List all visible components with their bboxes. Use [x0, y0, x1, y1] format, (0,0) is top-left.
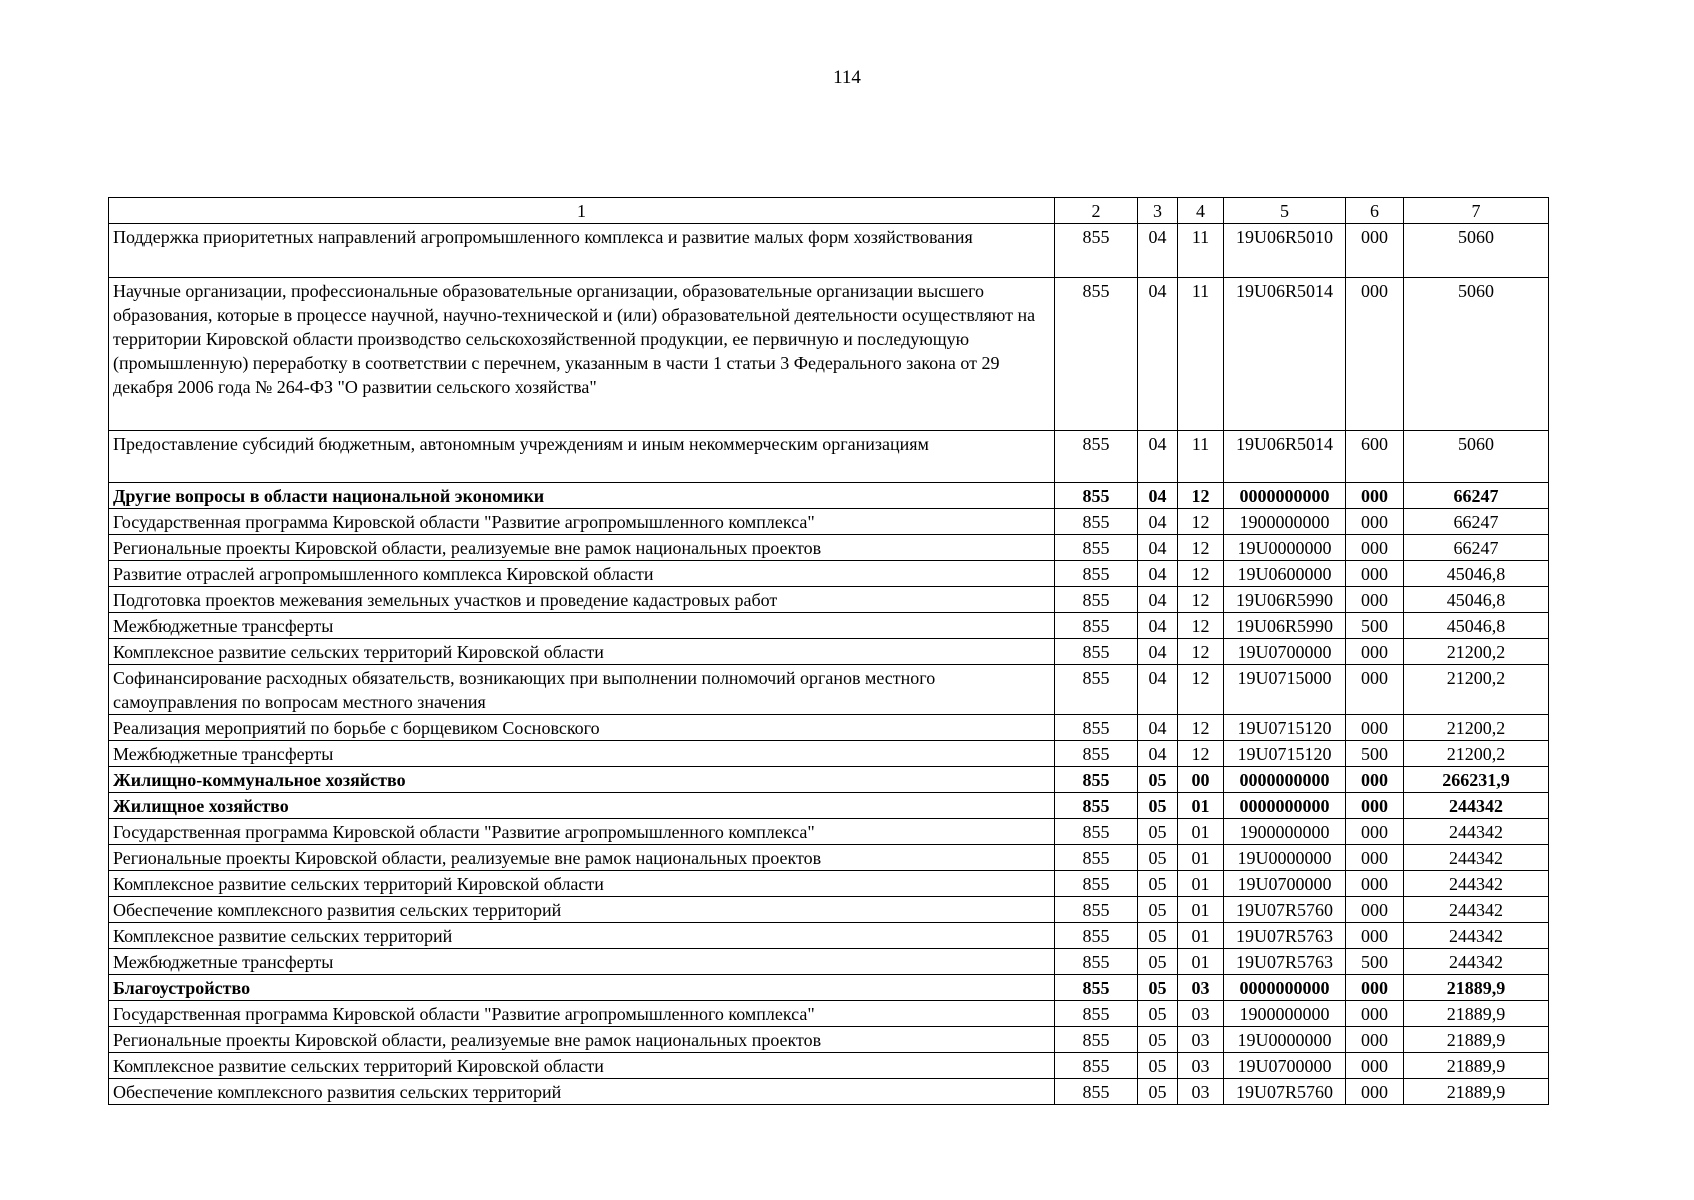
row-subsection-code: 01	[1178, 845, 1224, 871]
row-section-code: 05	[1138, 819, 1178, 845]
table-row	[109, 483, 1549, 509]
table-row	[109, 587, 1549, 613]
table-row	[109, 845, 1549, 871]
table-row	[109, 897, 1549, 923]
table-row	[109, 665, 1549, 715]
row-expense-type: 000	[1346, 975, 1404, 1001]
row-section-code: 05	[1138, 1053, 1178, 1079]
row-target-article: 19U07R5763	[1224, 949, 1346, 975]
row-name: Государственная программа Кировской области "Развитие агропромышленного комплекса"	[109, 819, 1055, 845]
row-amount: 66247	[1404, 483, 1549, 509]
table-row	[109, 923, 1549, 949]
row-name: Софинансирование расходных обязательств, возникающих при выполнении полномочий органов местного самоуправления по вопросам местного значения	[109, 665, 1055, 715]
row-amount: 21200,2	[1404, 715, 1549, 741]
row-subsection-code: 03	[1178, 1079, 1224, 1105]
row-amount: 244342	[1404, 923, 1549, 949]
row-amount: 244342	[1404, 897, 1549, 923]
row-expense-type: 000	[1346, 897, 1404, 923]
row-target-article: 19U0700000	[1224, 871, 1346, 897]
row-target-article: 19U0715000	[1224, 665, 1346, 715]
row-amount: 66247	[1404, 535, 1549, 561]
row-name: Комплексное развитие сельских территорий Кировской области	[109, 871, 1055, 897]
row-ministry-code: 855	[1055, 871, 1138, 897]
row-amount: 244342	[1404, 793, 1549, 819]
row-expense-type: 000	[1346, 639, 1404, 665]
row-expense-type: 000	[1346, 665, 1404, 715]
header-row	[109, 198, 1549, 224]
row-amount: 21889,9	[1404, 1053, 1549, 1079]
table-row	[109, 278, 1549, 431]
row-target-article: 19U07R5763	[1224, 923, 1346, 949]
row-amount: 21889,9	[1404, 1001, 1549, 1027]
row-expense-type: 000	[1346, 509, 1404, 535]
row-name: Научные организации, профессиональные образовательные организации, образовательные организации высшего образования, которые в процессе научной, научно-технической и (или) образовательной деятельности осуществляют на территории Кировской области производство сельскохозяйственной продукции, ее первичную и последующую (промышленную) переработку в соответствии с перечнем, указанным в части 1 статьи 3 Федерального закона от 29 декабря 2006 года № 264-ФЗ "О развитии сельского хозяйства"	[109, 278, 1055, 431]
row-amount: 21200,2	[1404, 639, 1549, 665]
row-amount: 21889,9	[1404, 1027, 1549, 1053]
page-number: 114	[833, 67, 861, 88]
row-subsection-code: 03	[1178, 1001, 1224, 1027]
row-subsection-code: 11	[1178, 278, 1224, 431]
row-section-code: 05	[1138, 1001, 1178, 1027]
row-subsection-code: 12	[1178, 483, 1224, 509]
row-expense-type: 000	[1346, 535, 1404, 561]
row-name: Межбюджетные трансферты	[109, 741, 1055, 767]
row-subsection-code: 03	[1178, 1053, 1224, 1079]
row-section-code: 04	[1138, 535, 1178, 561]
row-section-code: 04	[1138, 483, 1178, 509]
row-target-article: 0000000000	[1224, 767, 1346, 793]
row-target-article: 19U06R5010	[1224, 224, 1346, 278]
table-row	[109, 975, 1549, 1001]
row-target-article: 1900000000	[1224, 1001, 1346, 1027]
row-section-code: 04	[1138, 587, 1178, 613]
row-subsection-code: 11	[1178, 224, 1224, 278]
row-subsection-code: 03	[1178, 1027, 1224, 1053]
row-ministry-code: 855	[1055, 949, 1138, 975]
row-amount: 21200,2	[1404, 741, 1549, 767]
row-expense-type: 000	[1346, 1053, 1404, 1079]
header-col-2: 2	[1055, 198, 1138, 224]
row-section-code: 04	[1138, 715, 1178, 741]
table-row	[109, 639, 1549, 665]
row-ministry-code: 855	[1055, 483, 1138, 509]
row-target-article: 0000000000	[1224, 793, 1346, 819]
row-amount: 21889,9	[1404, 975, 1549, 1001]
row-ministry-code: 855	[1055, 639, 1138, 665]
row-section-code: 04	[1138, 665, 1178, 715]
row-amount: 244342	[1404, 871, 1549, 897]
row-subsection-code: 01	[1178, 819, 1224, 845]
row-name: Комплексное развитие сельских территорий Кировской области	[109, 639, 1055, 665]
row-subsection-code: 01	[1178, 897, 1224, 923]
row-ministry-code: 855	[1055, 1053, 1138, 1079]
row-ministry-code: 855	[1055, 845, 1138, 871]
row-name: Межбюджетные трансферты	[109, 949, 1055, 975]
row-subsection-code: 12	[1178, 741, 1224, 767]
row-name: Предоставление субсидий бюджетным, автономным учреждениям и иным некоммерческим организациям	[109, 431, 1055, 483]
table-row	[109, 1027, 1549, 1053]
row-ministry-code: 855	[1055, 278, 1138, 431]
row-target-article: 19U0700000	[1224, 639, 1346, 665]
table-row	[109, 561, 1549, 587]
row-expense-type: 000	[1346, 1079, 1404, 1105]
row-section-code: 05	[1138, 793, 1178, 819]
row-section-code: 05	[1138, 845, 1178, 871]
table-row	[109, 949, 1549, 975]
row-section-code: 04	[1138, 509, 1178, 535]
row-amount: 45046,8	[1404, 561, 1549, 587]
row-ministry-code: 855	[1055, 1001, 1138, 1027]
budget-table	[108, 197, 1549, 1105]
row-target-article: 19U0000000	[1224, 535, 1346, 561]
table-row	[109, 509, 1549, 535]
row-expense-type: 500	[1346, 949, 1404, 975]
row-target-article: 19U06R5990	[1224, 613, 1346, 639]
table-row	[109, 741, 1549, 767]
row-expense-type: 000	[1346, 1001, 1404, 1027]
row-name: Жилищно-коммунальное хозяйство	[109, 767, 1055, 793]
row-subsection-code: 01	[1178, 923, 1224, 949]
row-ministry-code: 855	[1055, 665, 1138, 715]
row-target-article: 19U0000000	[1224, 1027, 1346, 1053]
row-name: Развитие отраслей агропромышленного комплекса Кировской области	[109, 561, 1055, 587]
row-amount: 21200,2	[1404, 665, 1549, 715]
row-ministry-code: 855	[1055, 793, 1138, 819]
row-target-article: 0000000000	[1224, 975, 1346, 1001]
table-row	[109, 1001, 1549, 1027]
row-subsection-code: 12	[1178, 639, 1224, 665]
row-amount: 45046,8	[1404, 613, 1549, 639]
row-ministry-code: 855	[1055, 819, 1138, 845]
header-col-7: 7	[1404, 198, 1549, 224]
row-ministry-code: 855	[1055, 561, 1138, 587]
row-expense-type: 000	[1346, 715, 1404, 741]
row-subsection-code: 03	[1178, 975, 1224, 1001]
row-expense-type: 500	[1346, 741, 1404, 767]
row-ministry-code: 855	[1055, 975, 1138, 1001]
row-subsection-code: 12	[1178, 509, 1224, 535]
header-col-3: 3	[1138, 198, 1178, 224]
row-ministry-code: 855	[1055, 224, 1138, 278]
header-col-6: 6	[1346, 198, 1404, 224]
table-row	[109, 613, 1549, 639]
row-expense-type: 000	[1346, 767, 1404, 793]
row-subsection-code: 01	[1178, 949, 1224, 975]
row-subsection-code: 12	[1178, 715, 1224, 741]
row-name: Обеспечение комплексного развития сельских территорий	[109, 897, 1055, 923]
row-amount: 5060	[1404, 224, 1549, 278]
row-target-article: 19U07R5760	[1224, 1079, 1346, 1105]
row-section-code: 05	[1138, 923, 1178, 949]
row-section-code: 05	[1138, 1027, 1178, 1053]
row-ministry-code: 855	[1055, 587, 1138, 613]
row-ministry-code: 855	[1055, 1027, 1138, 1053]
row-ministry-code: 855	[1055, 923, 1138, 949]
row-expense-type: 000	[1346, 278, 1404, 431]
table-body	[109, 224, 1549, 1105]
table-row	[109, 871, 1549, 897]
row-section-code: 05	[1138, 871, 1178, 897]
row-name: Жилищное хозяйство	[109, 793, 1055, 819]
table-row	[109, 1053, 1549, 1079]
row-section-code: 04	[1138, 639, 1178, 665]
row-section-code: 04	[1138, 278, 1178, 431]
row-ministry-code: 855	[1055, 431, 1138, 483]
row-target-article: 1900000000	[1224, 819, 1346, 845]
row-name: Региональные проекты Кировской области, реализуемые вне рамок национальных проектов	[109, 845, 1055, 871]
row-ministry-code: 855	[1055, 1079, 1138, 1105]
row-section-code: 04	[1138, 561, 1178, 587]
row-amount: 21889,9	[1404, 1079, 1549, 1105]
row-subsection-code: 12	[1178, 587, 1224, 613]
row-subsection-code: 01	[1178, 793, 1224, 819]
row-subsection-code: 01	[1178, 871, 1224, 897]
row-subsection-code: 00	[1178, 767, 1224, 793]
row-section-code: 04	[1138, 224, 1178, 278]
row-name: Подготовка проектов межевания земельных участков и проведение кадастровых работ	[109, 587, 1055, 613]
header-col-1: 1	[109, 198, 1055, 224]
row-expense-type: 000	[1346, 845, 1404, 871]
row-amount: 244342	[1404, 819, 1549, 845]
row-name: Комплексное развитие сельских территорий Кировской области	[109, 1053, 1055, 1079]
row-name: Государственная программа Кировской области "Развитие агропромышленного комплекса"	[109, 1001, 1055, 1027]
row-ministry-code: 855	[1055, 897, 1138, 923]
row-subsection-code: 12	[1178, 613, 1224, 639]
row-name: Благоустройство	[109, 975, 1055, 1001]
row-expense-type: 000	[1346, 793, 1404, 819]
row-target-article: 1900000000	[1224, 509, 1346, 535]
table-row	[109, 715, 1549, 741]
table-header	[109, 198, 1549, 224]
table-row	[109, 767, 1549, 793]
row-ministry-code: 855	[1055, 767, 1138, 793]
row-expense-type: 500	[1346, 613, 1404, 639]
row-section-code: 05	[1138, 975, 1178, 1001]
row-section-code: 04	[1138, 431, 1178, 483]
row-expense-type: 600	[1346, 431, 1404, 483]
row-name: Межбюджетные трансферты	[109, 613, 1055, 639]
row-expense-type: 000	[1346, 561, 1404, 587]
row-target-article: 19U0000000	[1224, 845, 1346, 871]
row-amount: 266231,9	[1404, 767, 1549, 793]
row-amount: 244342	[1404, 949, 1549, 975]
row-target-article: 19U06R5014	[1224, 278, 1346, 431]
row-amount: 66247	[1404, 509, 1549, 535]
table-row	[109, 535, 1549, 561]
row-target-article: 19U07R5760	[1224, 897, 1346, 923]
row-target-article: 19U0715120	[1224, 715, 1346, 741]
row-section-code: 05	[1138, 949, 1178, 975]
row-expense-type: 000	[1346, 224, 1404, 278]
row-ministry-code: 855	[1055, 509, 1138, 535]
row-name: Региональные проекты Кировской области, реализуемые вне рамок национальных проектов	[109, 535, 1055, 561]
row-section-code: 04	[1138, 613, 1178, 639]
row-name: Реализация мероприятий по борьбе с борщевиком Сосновского	[109, 715, 1055, 741]
row-name: Комплексное развитие сельских территорий	[109, 923, 1055, 949]
row-target-article: 19U0715120	[1224, 741, 1346, 767]
table-row	[109, 793, 1549, 819]
row-expense-type: 000	[1346, 483, 1404, 509]
row-target-article: 19U0700000	[1224, 1053, 1346, 1079]
table-row	[109, 224, 1549, 278]
row-ministry-code: 855	[1055, 535, 1138, 561]
row-ministry-code: 855	[1055, 741, 1138, 767]
table-row	[109, 431, 1549, 483]
row-expense-type: 000	[1346, 587, 1404, 613]
row-ministry-code: 855	[1055, 715, 1138, 741]
row-expense-type: 000	[1346, 871, 1404, 897]
row-target-article: 19U06R5014	[1224, 431, 1346, 483]
row-name: Обеспечение комплексного развития сельских территорий	[109, 1079, 1055, 1105]
row-subsection-code: 12	[1178, 535, 1224, 561]
row-ministry-code: 855	[1055, 613, 1138, 639]
table-row	[109, 819, 1549, 845]
row-name: Другие вопросы в области национальной экономики	[109, 483, 1055, 509]
row-name: Региональные проекты Кировской области, реализуемые вне рамок национальных проектов	[109, 1027, 1055, 1053]
row-target-article: 0000000000	[1224, 483, 1346, 509]
table-row	[109, 1079, 1549, 1105]
row-expense-type: 000	[1346, 819, 1404, 845]
row-target-article: 19U0600000	[1224, 561, 1346, 587]
row-subsection-code: 12	[1178, 665, 1224, 715]
row-section-code: 04	[1138, 741, 1178, 767]
header-col-5: 5	[1224, 198, 1346, 224]
row-amount: 45046,8	[1404, 587, 1549, 613]
row-amount: 5060	[1404, 431, 1549, 483]
row-expense-type: 000	[1346, 1027, 1404, 1053]
row-expense-type: 000	[1346, 923, 1404, 949]
row-section-code: 05	[1138, 767, 1178, 793]
row-target-article: 19U06R5990	[1224, 587, 1346, 613]
row-section-code: 05	[1138, 1079, 1178, 1105]
row-amount: 244342	[1404, 845, 1549, 871]
row-name: Государственная программа Кировской области "Развитие агропромышленного комплекса"	[109, 509, 1055, 535]
row-name: Поддержка приоритетных направлений агропромышленного комплекса и развитие малых форм хозяйствования	[109, 224, 1055, 278]
row-amount: 5060	[1404, 278, 1549, 431]
row-subsection-code: 12	[1178, 561, 1224, 587]
row-section-code: 05	[1138, 897, 1178, 923]
row-subsection-code: 11	[1178, 431, 1224, 483]
header-col-4: 4	[1178, 198, 1224, 224]
